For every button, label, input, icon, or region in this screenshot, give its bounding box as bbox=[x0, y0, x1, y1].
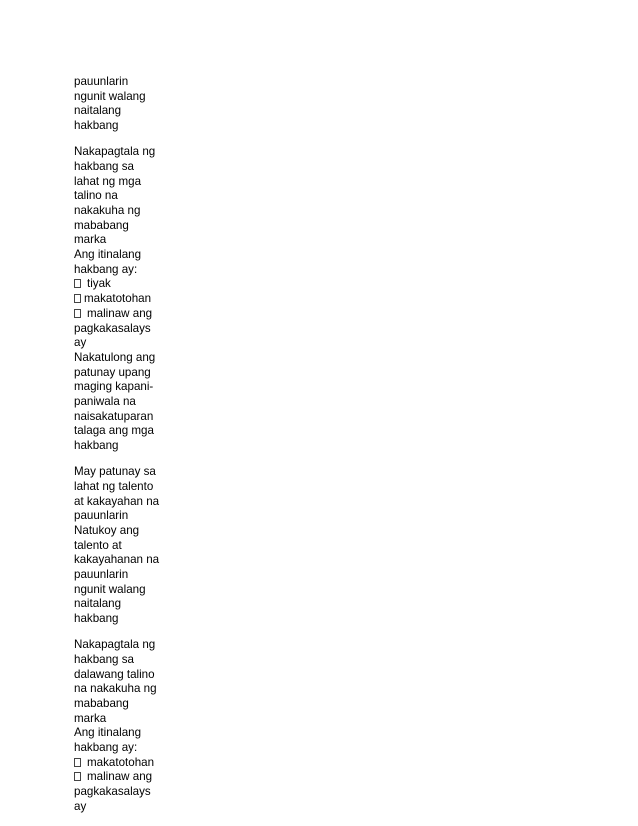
text-block bbox=[74, 75, 174, 134]
text-line: pauunlarin bbox=[74, 509, 129, 523]
text-line: na nakakuha ng bbox=[74, 682, 157, 696]
text-line: pauunlarin bbox=[74, 75, 129, 88]
bullet-item bbox=[74, 277, 174, 292]
text-line: paniwala na bbox=[74, 394, 136, 408]
bullet-text: tiyak bbox=[87, 277, 111, 291]
text-block bbox=[74, 638, 174, 756]
bullet-text: makatotohan bbox=[84, 292, 152, 306]
bullet-text: makatotohan bbox=[87, 755, 155, 769]
text-line: talento at bbox=[74, 538, 122, 552]
text-line: talino na bbox=[74, 189, 118, 203]
text-line: marka bbox=[74, 711, 107, 725]
text-line: May patunay sa bbox=[74, 465, 156, 479]
text-line: lahat ng talento bbox=[74, 479, 154, 493]
bullet-text: malinaw ang bbox=[87, 770, 153, 784]
text-block bbox=[74, 322, 174, 454]
text-line: at kakayahan na bbox=[74, 494, 160, 508]
text-line: hakbang ay: bbox=[74, 741, 138, 755]
bullet-box-icon bbox=[74, 309, 81, 318]
text-line: hakbang bbox=[74, 119, 119, 133]
text-line: pagkakasalays bbox=[74, 321, 151, 335]
text-line: hakbang ay: bbox=[74, 262, 138, 276]
text-line: Ang itinalang bbox=[74, 726, 142, 740]
bullet-text: malinaw ang bbox=[87, 306, 153, 320]
text-line: naitalang bbox=[74, 104, 122, 118]
text-line: naitalang bbox=[74, 597, 122, 611]
paragraph-gap bbox=[74, 627, 174, 639]
text-line: mababang bbox=[74, 697, 129, 710]
text-block bbox=[74, 145, 174, 277]
text-line: talaga ang mga bbox=[74, 424, 154, 438]
bullet-item bbox=[74, 307, 174, 322]
paragraph-gap bbox=[74, 454, 174, 466]
text-line: Natukoy ang bbox=[74, 523, 140, 537]
text-line: Nakapagtala ng bbox=[74, 638, 156, 652]
text-line: naisakatuparan bbox=[74, 409, 154, 423]
text-block bbox=[74, 465, 174, 627]
text-line: Nakatulong ang bbox=[74, 350, 156, 364]
text-line: mababang bbox=[74, 218, 129, 232]
text-line: hakbang sa bbox=[74, 652, 134, 666]
document-text-column bbox=[74, 75, 174, 815]
bullet-item bbox=[74, 292, 174, 307]
text-line: ay bbox=[74, 336, 87, 350]
bullet-item bbox=[74, 756, 174, 771]
bullet-box-icon bbox=[74, 279, 81, 288]
text-line: Nakapagtala ng bbox=[74, 145, 156, 159]
bullet-item bbox=[74, 770, 174, 785]
text-line: Ang itinalang bbox=[74, 248, 142, 262]
bullet-box-icon bbox=[74, 758, 81, 767]
text-line: lahat ng mga bbox=[74, 174, 142, 188]
bullet-list bbox=[74, 756, 174, 785]
text-line: nakakuha ng bbox=[74, 204, 141, 217]
bullet-box-icon bbox=[74, 772, 81, 781]
text-line: maging kapani- bbox=[74, 380, 154, 394]
text-line: kakayahanan na bbox=[74, 553, 160, 567]
text-line: hakbang sa bbox=[74, 159, 134, 173]
text-line: ngunit walang bbox=[74, 89, 146, 103]
text-line: dalawang talino bbox=[74, 667, 155, 681]
text-line: pauunlarin bbox=[74, 568, 129, 581]
text-line: ay bbox=[74, 799, 87, 813]
text-line: hakbang bbox=[74, 612, 119, 626]
text-line: ngunit walang bbox=[74, 582, 146, 596]
text-line: hakbang bbox=[74, 439, 119, 452]
text-line: patunay upang bbox=[74, 365, 151, 379]
bullet-list bbox=[74, 277, 174, 321]
text-line: marka bbox=[74, 233, 107, 247]
paragraph-gap bbox=[74, 134, 174, 146]
bullet-box-icon bbox=[74, 294, 81, 303]
text-line: pagkakasalays bbox=[74, 785, 151, 799]
text-block bbox=[74, 785, 174, 814]
